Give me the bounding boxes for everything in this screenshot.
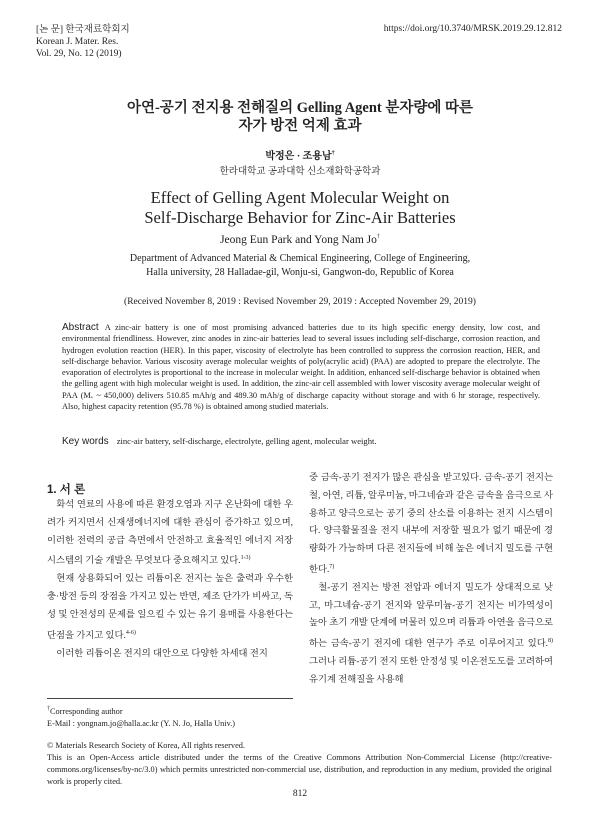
corresponding-author xyxy=(47,703,235,718)
journal-header xyxy=(36,24,130,60)
paragraph-text: 그러나 리튬-공기 전지 또한 안정성 및 이온전도도를 고려하여 유기계 전해질을 사용해 xyxy=(309,657,553,685)
title-ko-line1: 아연-공기 전지용 전해질의 Gelling Agent 분자량에 따른 xyxy=(126,100,474,116)
journal-name-en: Korean J. Mater. Res. xyxy=(36,37,119,47)
corresponding-email: E-Mail : yongnam.jo@halla.ac.kr (Y. N. Jo, Halla Univ.) xyxy=(47,718,236,728)
citation: 7) xyxy=(329,563,335,570)
section-heading: 1. 서 론 xyxy=(47,484,86,496)
keywords-label: Key words xyxy=(62,436,109,447)
title-en-line2: Self-Discharge Behavior for Zinc-Air Batteries xyxy=(144,208,456,227)
page-number: 812 xyxy=(292,789,308,799)
footnote-divider xyxy=(47,698,293,699)
paragraph: 이러한 리튬이온 전지의 대안으로 다양한 차세대 전지 xyxy=(56,648,268,659)
paragraph-text: 현재 상용화되어 있는 리튬이온 전지는 높은 출력과 우수한 충·방전 등의 장점을 가지고 있는 반면, 제조 단가가 비싸고, 독성 및 안전성의 문제를 일으킬 수 있는 유기 용매를 사용한다는 단점을 가지고 있다. xyxy=(47,574,293,641)
citation: 4-6) xyxy=(125,629,136,636)
title-ko-line2: 자가 방전 억제 효과 xyxy=(238,118,362,134)
paragraph xyxy=(47,497,293,571)
journal-name-ko: [논 문] 한국재료학회지 xyxy=(36,25,130,35)
corr-mark-footnote: † xyxy=(47,706,50,712)
keywords xyxy=(62,436,540,447)
affil-en-line2: Halla university, 28 Halladae-gil, Wonju-si, Gangwon-do, Republic of Korea xyxy=(146,267,454,278)
affil-en-line1: Department of Advanced Material & Chemical Engineering, College of Engineering, xyxy=(129,253,471,264)
authors-korean xyxy=(0,147,600,162)
paragraph-text: 중 금속-공기 전지가 많은 관심을 받고있다. 금속-공기 전지는 철, 아연, 리튬, 알루미늄, 마그네슘과 같은 금속을 음극으로 사용하고 양극으로는 공기 중의 산소를 이용하는 전지 시스템이다. 양극활물질을 전지 내부에 저장할 필요가 없기 때문에 경량화가 가능하며 다른 전지들에 비해 높은 에너지 밀도를 구현한다. xyxy=(309,473,553,576)
doi-link[interactable]: https://doi.org/10.3740/MRSK.2019.29.12.812 xyxy=(383,24,562,34)
corr-text: Corresponding author xyxy=(50,706,123,716)
title-en-line1: Effect of Gelling Agent Molecular Weight on xyxy=(150,188,450,207)
authors-english xyxy=(0,234,600,246)
license-text: This is an Open-Access article distributed under the terms of the Creative Commons Attribution Non-Commercial License (http://creative-commons.org/licenses/by-nc/3.0) which permits unrestricted non-commercial use, distribution, and reproduction in any medium, provided the original work is properly cited. xyxy=(47,753,552,786)
citation: 1-3) xyxy=(240,555,251,562)
affiliation-english xyxy=(0,252,600,280)
title-korean xyxy=(0,99,600,135)
footnote xyxy=(47,703,235,730)
abstract-text: A zinc-air battery is one of most promising advanced batteries due to its high specific energy density, low cost, and environmental friendliness. However, zinc anodes in zinc-air batteries lead to several issues including self-discharge, corrosion reaction, and hydrogen evolution reaction (HER). In this paper, viscosity of electrolyte has been controlled to suppress the corrosion reaction, HER, and self-discharge behavior. Various viscosity average molecular weights of poly(acrylic acid) (PAA) are adopted to prepare the electrolyte. The evaporation of electrolytes is proportional to the increase in molecular weight. In addition, enhanced self-discharge behavior is obtained when the gelling agent with high molecular weight is used. In addition, the zinc-air cell assembled with lower viscosity average molecular weight of PAA (Mᵥ ~ 450,000) delivers 510.85 mAh/g and 489.30 mAh/g of discharge capacity without storage and with 6 hr storage, respectively. Also, highest capacity retention (95.78 %) is obtained among studied materials. xyxy=(62,323,540,412)
paragraph xyxy=(47,571,293,645)
copyright-notice xyxy=(47,740,552,788)
paragraph-text: 화석 연료의 사용에 따른 환경오염과 지구 온난화에 대한 우려가 커지면서 신재생에너지에 대한 관심이 증가하고 있으며, 이러한 전력의 공급 측면에서 안전하고 효율적인 에너지 저장 시스템의 기술 개발은 무엇보다 중요해지고 있다. xyxy=(47,500,293,567)
journal-volume: Vol. 29, No. 12 (2019) xyxy=(36,49,122,59)
body-column-right xyxy=(309,470,553,690)
abstract-label: Abstract xyxy=(62,322,99,333)
corr-mark-en: † xyxy=(376,234,380,241)
title-english xyxy=(0,188,600,228)
paragraph-text: 철-공기 전지는 방전 전압과 에너지 밀도가 상대적으로 낮고, 마그네슘-공기 전지와 알루미늄-공기 전지는 비가역성이 높아 초기 개발 단계에 머물러 있으며 리튬과 아연을 음극으로 하는 금속-공기 전지에 대한 연구가 주로 이루어지고 있다. xyxy=(309,582,553,650)
paragraph xyxy=(309,470,553,580)
received-dates: (Received November 8, 2019 : Revised November 29, 2019 : Accepted November 29, 2019) xyxy=(124,297,476,307)
authors-en-text: Jeong Eun Park and Yong Nam Jo xyxy=(220,234,377,246)
citation: 8) xyxy=(548,638,553,645)
corr-mark-ko: † xyxy=(331,150,335,157)
copyright-line: © Materials Research Society of Korea, All rights reserved. xyxy=(47,741,245,750)
body-column-left xyxy=(47,497,293,663)
authors-ko-text: 박정은 · 조용남 xyxy=(265,151,332,162)
keywords-text: zinc-air battery, self-discharge, electrolyte, gelling agent, molecular weight. xyxy=(116,436,377,446)
abstract xyxy=(62,322,540,412)
paragraph xyxy=(309,580,553,690)
affiliation-korean: 한라대학교 공과대학 신소재화학공학과 xyxy=(219,167,381,177)
